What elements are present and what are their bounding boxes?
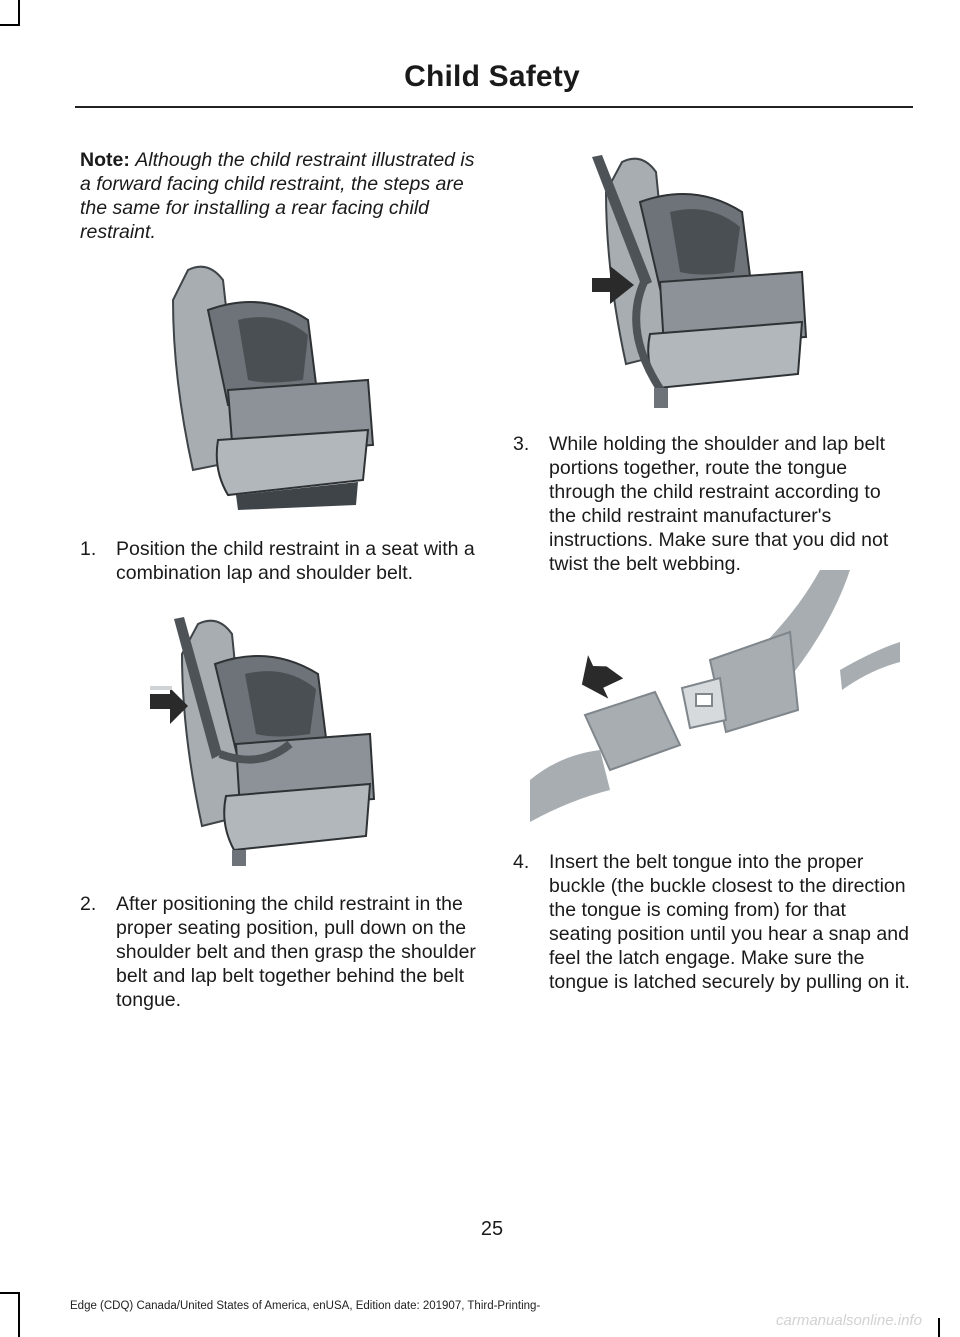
shoulder-belt-pull-illustration [140, 614, 380, 872]
note [80, 148, 480, 244]
step-text: After positioning the child restraint in the proper seating position, pull down on the shoulder belt and then grasp the shoulder belt and lap belt together behind the belt tongue. [116, 893, 476, 1011]
page-title: Child Safety [404, 60, 580, 93]
crop-mark [938, 1318, 940, 1337]
step-number: 4. [513, 851, 530, 873]
note-label: Note: [80, 149, 130, 171]
crop-mark [0, 1292, 20, 1294]
note-text: Although the child restraint illustrated is a forward facing child restraint, the steps are the same for installing a rear facing child restraint. [80, 149, 475, 243]
step-number: 1. [80, 538, 97, 560]
child-seat-illustration [168, 260, 378, 510]
edition-footer: Edge (CDQ) Canada/United States of America, enUSA, Edition date: 201907, Third-Printing- [70, 1300, 541, 1312]
buckle-tongue-illustration [530, 570, 900, 822]
header-rule [75, 106, 913, 108]
belt-route-illustration [592, 152, 812, 412]
step-text: Insert the belt tongue into the proper buckle (the buckle closest to the direction the tongue is coming from) for that seating position until you hear a snap and feel the latch engage. Make sure the tongue is latched securely by pulling on it. [549, 851, 910, 993]
crop-mark [0, 24, 20, 26]
step-text: While holding the shoulder and lap belt portions together, route the tongue through the child restraint according to the child restraint manufacturer's instructions. Make sure that you did not twist the belt webbing. [549, 433, 889, 575]
crop-mark [18, 1292, 20, 1337]
crop-mark [18, 0, 20, 24]
step-number: 3. [513, 433, 530, 455]
watermark: carmanualsonline.info [776, 1312, 922, 1329]
step-text: Position the child restraint in a seat with a combination lap and shoulder belt. [116, 538, 475, 584]
page-number: 25 [480, 1218, 504, 1240]
step-number: 2. [80, 893, 97, 915]
